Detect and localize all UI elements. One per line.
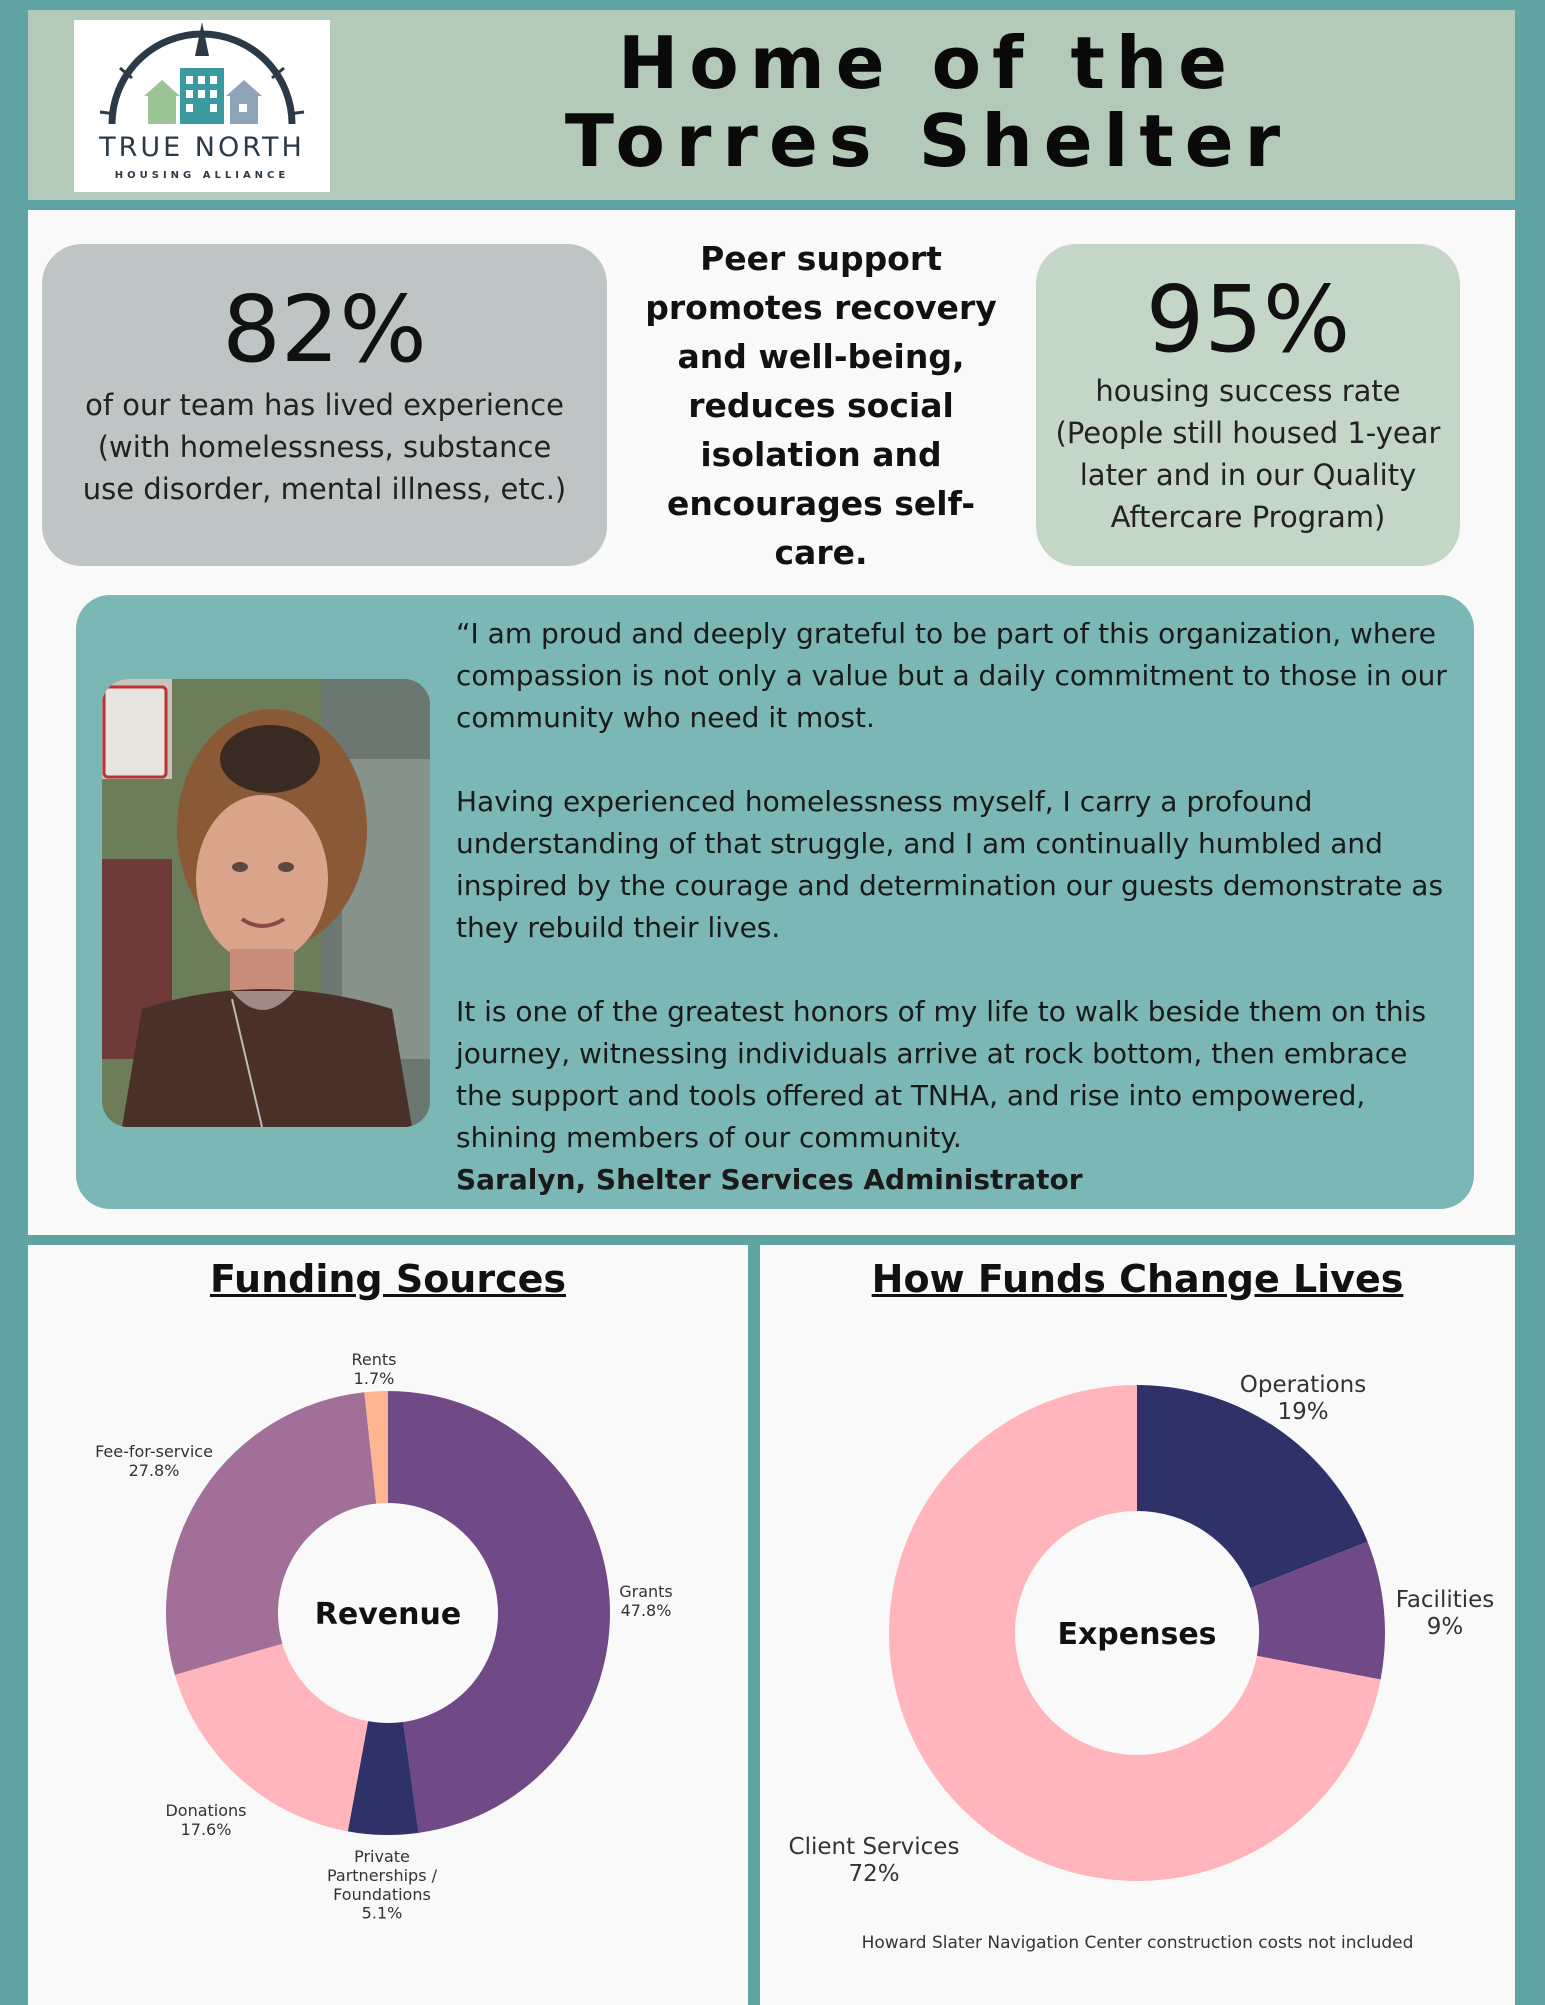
quote-paragraph: “I am proud and deeply grateful to be part of this organization, where compassion is not only a value but a daily commitment to those in our community who need it most. (456, 617, 1447, 734)
chart-center-label: Expenses (1057, 1617, 1217, 1652)
peer-line: Peer support (700, 239, 942, 278)
peer-line: isolation and (700, 435, 942, 474)
slice-label: Private Partnerships / Foundations 5.1% (326, 1847, 438, 1923)
title-line-2: Torres Shelter (564, 99, 1292, 183)
logo-name: TRUE NORTH (99, 132, 305, 163)
section-title: Funding Sources (209, 1257, 567, 1301)
expenses-panel (760, 1245, 1515, 2005)
chart-footnote: Howard Slater Navigation Center construction costs not included (861, 1933, 1414, 1953)
stat-desc-line: use disorder, mental illness, etc.) (82, 472, 567, 506)
slice-label: Operations 19% (1239, 1372, 1367, 1426)
person-portrait-icon (102, 679, 430, 1127)
section-title: How Funds Change Lives (871, 1257, 1404, 1301)
peer-line: reduces social (688, 386, 954, 425)
slice-label: Grants 47.8% (619, 1582, 673, 1620)
stat-value: 95% (1145, 266, 1351, 373)
stat-desc-line: later and in our Quality (1079, 458, 1417, 492)
stat-desc-line: housing success rate (1095, 374, 1401, 408)
peer-line: care. (774, 533, 868, 572)
stat-value: 82% (222, 276, 427, 383)
testimonial-card (76, 595, 1474, 1209)
stat-desc-line: (with homelessness, substance (97, 430, 552, 464)
chart-center-label: Revenue (314, 1597, 462, 1632)
testimonial-quote (456, 613, 1456, 1201)
quote-paragraph: Having experienced homelessness myself, I carry a profound understanding of that struggle, and I am continually humbled and inspired by the courage and determination our guests demonstrate as they rebuild their lives. (456, 785, 1444, 944)
stat-desc-line: Aftercare Program) (1110, 500, 1386, 534)
staff-photo (102, 679, 430, 1127)
slice-label: Client Services 72% (788, 1834, 960, 1888)
revenue-donut-chart (28, 1245, 748, 2005)
quote-paragraph: It is one of the greatest honors of my life to walk beside them on this journey, witnessing individuals arrive at rock bottom, then embrace the support and tools offered at TNHA, and rise into empowered, shining members of our community. (456, 995, 1427, 1154)
stat-desc-line: of our team has lived experience (85, 388, 564, 422)
true-north-logo (74, 20, 330, 192)
quote-author: Saralyn, Shelter Services Administrator (456, 1163, 1083, 1196)
stat-description (1036, 370, 1460, 538)
title-line-1: Home of the (617, 21, 1238, 105)
slice-label: Donations 17.6% (165, 1801, 247, 1839)
funding-sources-panel (28, 1245, 748, 2005)
slice-fee-for-service (166, 1392, 376, 1675)
stat-lived-experience (42, 244, 607, 566)
page-title (388, 21, 1468, 183)
slice-label: Rents 1.7% (351, 1350, 397, 1388)
slice-label: Facilities 9% (1395, 1587, 1495, 1641)
stat-description (42, 384, 607, 510)
peer-line: promotes recovery (645, 288, 997, 327)
header (28, 10, 1515, 200)
peer-line: encourages self- (666, 484, 976, 523)
stats-and-testimonial (28, 210, 1515, 1235)
stat-desc-line: (People still housed 1-year (1055, 416, 1441, 450)
slice-label: Fee-for-service 27.8% (95, 1442, 213, 1480)
logo-subname: HOUSING ALLIANCE (114, 170, 290, 181)
expenses-donut-chart (760, 1245, 1515, 2005)
peer-support-statement (636, 234, 1006, 577)
peer-line: and well-being, (677, 337, 965, 376)
stat-housing-success (1036, 244, 1460, 566)
compass-houses-icon (74, 20, 330, 130)
